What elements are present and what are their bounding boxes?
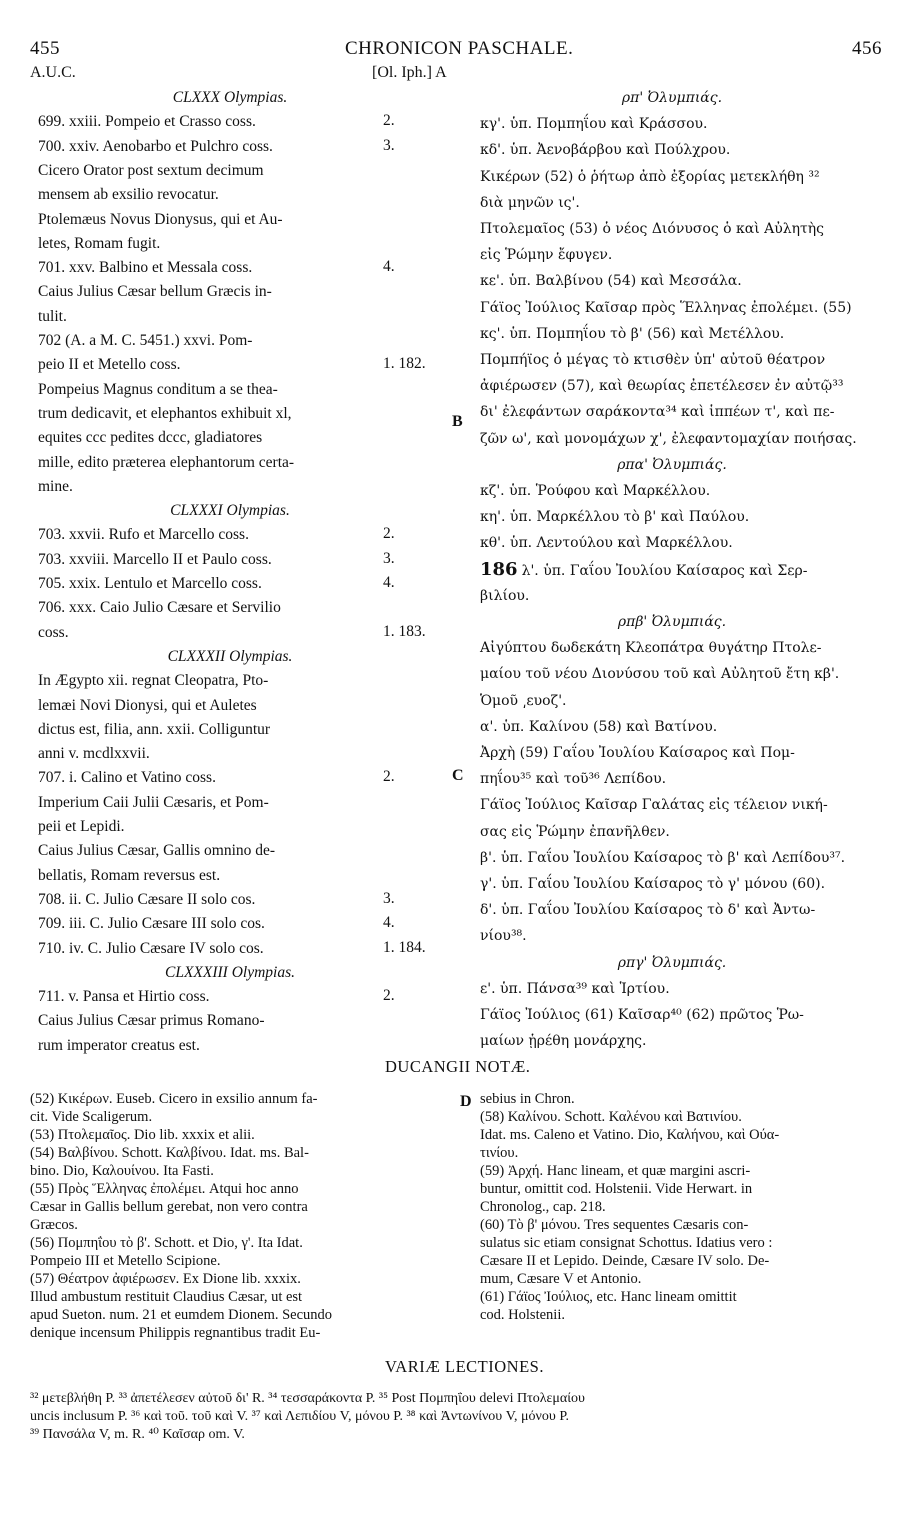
text-line (38, 1011, 264, 1031)
note-line: Chronolog., cap. 218. (480, 1199, 606, 1215)
margin-letter-b: B (452, 413, 463, 430)
line-text: 701. xxv. Balbino et Messala coss. (38, 259, 253, 277)
line-text: lemæi Novi Dionysi, qui et Auletes (38, 696, 257, 714)
line-text: Κικέρων (52) ὁ ῥήτωρ ἀπὸ ἐξορίας μετεκλήθη ³² (480, 168, 820, 185)
olympiad-year-number: 4. (383, 258, 395, 276)
line-text: trum dedicavit, et elephantos exhibuit xl, (38, 404, 292, 422)
line-text: ζῶν ω', καὶ μονομάχων χ', ἐλεφαντομαχίαν ποιήσας. (480, 430, 857, 447)
note-line: (60) Τὸ β' μόνου. Tres sequentes Cæsaris con- (480, 1217, 749, 1233)
note-line: τινίου. (480, 1145, 519, 1161)
text-line (38, 161, 264, 181)
line-text: σας εἰς Ῥώμην ἐπανῆλθεν. (480, 823, 670, 840)
note-line: sulatus sic etiam consignat Schottus. Idatius vero : (480, 1235, 773, 1251)
line-text: Ὁμοῦ ͵ευοζ'. (480, 692, 567, 709)
note-line: (59) Ἀρχή. Hanc lineam, et quæ margini ascri- (480, 1163, 751, 1179)
olympiad-year-number: 4. (383, 574, 395, 591)
text-line (38, 282, 272, 302)
line-text: Caius Julius Cæsar, Gallis omnino de- (38, 842, 276, 860)
line-text: Πτολεμαῖος (53) ὁ νέος Διόνυσος ὁ καὶ Αὐλητὴς (480, 221, 825, 237)
note-line: apud Sueton. num. 21 et eumdem Dionem. Secundo (30, 1307, 333, 1323)
line-text: ρπ' Ὀλυμπιάς. (621, 90, 723, 106)
line-text: Πομπήϊος ὁ μέγας τὸ κτισθὲν ὑπ' αὐτοῦ θέατρον (480, 352, 826, 368)
line-text: 702 (A. a M. C. 5451.) xxvi. Pom- (38, 332, 253, 349)
note-line: bino. Dio, Καλουίνου. Ita Fasti. (30, 1163, 214, 1179)
line-text: 710. iv. C. Julio Cæsare IV solo cos. (38, 939, 264, 957)
running-title: CHRONICON PASCHALE. (345, 38, 574, 59)
text-line (38, 404, 292, 424)
line-text: 707. i. Calino et Vatino coss. (38, 769, 216, 787)
line-text: μαίου τοῦ νέου Διονύσου τοῦ καὶ Αὐλητοῦ ἔτη κβ'. (480, 666, 840, 683)
line-text: ρπγ' Ὀλυμπιάς. (617, 954, 727, 971)
line-text: λ'. ὑπ. Γαΐου Ἰουλίου Καίσαρος καὶ Σερ- (521, 562, 808, 579)
text-line (38, 453, 294, 473)
text-line (480, 507, 749, 527)
line-text: 703. xxviii. Marcello II et Paulo coss. (38, 550, 272, 568)
line-text: Ptolemæus Novus Dionysus, qui et Au- (38, 210, 283, 228)
olympiad-year-number: 1. 184. (383, 938, 426, 956)
line-text: Caius Julius Cæsar bellum Græcis in- (38, 283, 272, 301)
text-line (38, 744, 150, 764)
text-line (480, 114, 707, 134)
line-text: 708. ii. C. Julio Cæsare II solo cos. (38, 890, 256, 908)
line-text: CLXXXII Olympias. (167, 647, 293, 665)
line-text: εἰς Ῥώμην ἔφυγεν. (480, 247, 613, 264)
olympiad-year-number: 2. (383, 112, 395, 130)
note-line: (53) Πτολεμαῖος. Dio lib. xxxix et alii. (30, 1127, 255, 1143)
text-line (480, 743, 795, 763)
olympiad-year-number: 3. (383, 889, 395, 907)
olympiad-heading (618, 612, 726, 632)
line-text: 711. v. Pansa et Hirtio coss. (38, 988, 210, 1006)
text-line (480, 874, 825, 894)
text-line (38, 307, 67, 327)
text-line (480, 324, 784, 344)
variant-line: ³² μετεβλήθη P. ³³ ἀπετέλεσεν αὐτοῦ δι' R. ³⁴ τεσσαράκοντα P. ³⁵ Post Πομπηΐου delevi Πτολεμαίου (30, 1391, 585, 1406)
line-text: letes, Romam fugit. (38, 234, 161, 252)
olympiad-year-number: 2. (383, 768, 395, 786)
text-line (480, 979, 670, 999)
text-line (480, 481, 710, 501)
line-text: βιλίου. (480, 587, 530, 604)
text-line (480, 926, 527, 946)
note-line: denique incensum Philippis regnantibus tradit Eu- (30, 1325, 321, 1341)
text-line (480, 429, 857, 449)
text-line (38, 817, 125, 837)
text-line (38, 477, 73, 497)
note-line: cit. Vide Scaligerum. (30, 1109, 153, 1125)
text-line (480, 664, 839, 684)
text-line (480, 1005, 804, 1025)
olympiad-heading (173, 88, 288, 108)
text-line (480, 822, 670, 842)
note-line: (54) Βαλβίνου. Schott. Καλβίνου. Idat. ms. Bal- (30, 1145, 309, 1161)
text-line (480, 900, 815, 920)
text-line (38, 987, 209, 1007)
text-line (480, 376, 843, 396)
text-line (38, 696, 257, 716)
note-line: Idat. ms. Caleno et Vatino. Dio, Καλήνου, καὶ Ούα- (480, 1127, 780, 1143)
line-text: mine. (38, 477, 73, 495)
text-line (480, 560, 807, 581)
text-line (38, 866, 220, 886)
text-line (38, 939, 264, 959)
line-text: Imperium Caii Julii Cæsaris, et Pom- (38, 793, 269, 811)
line-text: κζ'. ὑπ. Ῥούφου καὶ Μαρκέλλου. (480, 483, 711, 499)
note-line: Cæsar in Gallis bellum gerebat, non vero contra (30, 1199, 308, 1215)
olympiad-year-number: 1. 183. (383, 622, 426, 640)
olympiad-year-number: 3. (383, 136, 395, 154)
line-text: peii et Lepidi. (38, 818, 125, 835)
olympiad-heading (617, 455, 727, 475)
text-line (480, 1031, 646, 1051)
line-text: α'. ὑπ. Καλίνου (58) καὶ Βατίνου. (480, 718, 718, 735)
text-line (38, 768, 216, 788)
line-text: rum imperator creatus est. (38, 1036, 200, 1054)
line-text: Γάϊος Ἰούλιος Καῖσαρ Γαλάτας εἰς τέλειον νική- (480, 797, 828, 814)
text-line (38, 1036, 200, 1056)
margin-letter-d: D (460, 1093, 472, 1110)
line-text: Ἀρχὴ (59) Γαΐου Ἰουλίου Καίσαρος καὶ Πομ- (480, 745, 795, 761)
line-text: anni v. mcdlxxvii. (38, 745, 150, 763)
olympiad-year-number: 3. (383, 549, 395, 567)
text-line (38, 623, 69, 643)
text-line (480, 298, 852, 318)
line-text: δι' ἐλεφάντων σαράκοντα³⁴ καὶ ἱππέων τ', καὶ πε- (480, 404, 835, 421)
text-line (38, 841, 275, 861)
line-text: κδ'. ὑπ. Ἀενοβάρβου καὶ Πούλχρου. (480, 142, 731, 159)
line-text: 705. xxix. Lentulo et Marcello coss. (38, 575, 262, 592)
note-line: Græcos. (30, 1217, 78, 1233)
note-line: Illud ambustum restituit Claudius Cæsar, ut est (30, 1289, 303, 1305)
line-text: Γάϊος Ἰούλιος Καῖσαρ πρὸς Ἕλληνας ἐπολέμει. (55) (480, 299, 852, 316)
variae-title: VARIÆ LECTIONES. (385, 1357, 544, 1376)
text-line (480, 769, 666, 789)
olympiad-heading (168, 647, 293, 667)
text-line (38, 380, 278, 400)
text-line (38, 890, 255, 910)
note-line: (57) Θέατρον ἀφιέρωσεν. Ex Dione lib. xxxix. (30, 1271, 301, 1287)
olympiad-label: [Ol. Iph.] A (372, 64, 447, 81)
note-line: (52) Κικέρων. Euseb. Cicero in exsilio annum fa- (30, 1091, 318, 1107)
line-text: CLXXXIII Olympias. (164, 963, 296, 981)
text-line (480, 350, 825, 370)
text-line (480, 848, 845, 868)
text-line (38, 137, 273, 157)
text-line (480, 533, 733, 553)
note-line: Pompeio III et Metello Scipione. (30, 1253, 221, 1269)
page-number-right: 456 (852, 38, 882, 59)
line-text: coss. (38, 623, 69, 641)
note-line: (55) Πρὸς Ἕλληνας ἐπολέμει. Atqui hoc anno (30, 1181, 299, 1197)
line-text: dictus est, filia, ann. xxii. Colliguntur (38, 720, 271, 738)
line-text: peio II et Metello coss. (38, 356, 181, 374)
notes-title: DUCANGII NOTÆ. (385, 1057, 531, 1076)
line-text: tulit. (38, 307, 67, 325)
text-line (38, 185, 219, 205)
text-line (38, 355, 180, 375)
note-line: Cæsare II et Lepido. Deinde, Cæsare IV solo. De- (480, 1253, 770, 1269)
line-text: ρπβ' Ὀλυμπιάς. (617, 614, 727, 630)
note-line: (56) Πομπηΐου τὸ β'. Schott. et Dio, γ'. Ita Idat. (30, 1235, 303, 1251)
variant-line: uncis inclusum P. ³⁶ καὶ τοῦ. τοῦ καὶ V. ³⁷ καὶ Λεπιδίου V, μόνου P. ³⁸ καὶ Ἀντωνίνου V, μόνου P. (30, 1409, 570, 1424)
line-text: κγ'. ὑπ. Πομπηΐου καὶ Κράσσου. (480, 116, 708, 133)
line-text: κη'. ὑπ. Μαρκέλλου τὸ β' καὶ Παύλου. (480, 509, 750, 526)
text-line (480, 193, 580, 213)
text-line (38, 112, 256, 132)
note-line: sebius in Chron. (480, 1091, 575, 1107)
note-line: buntur, omittit cod. Holstenii. Vide Herwart. in (480, 1181, 753, 1197)
variant-line: ³⁹ Πανσάλα V, m. R. ⁴⁰ Καῖσαρ om. V. (30, 1427, 245, 1442)
line-text: 699. xxiii. Pompeio et Crasso coss. (38, 113, 256, 131)
line-text: mille, edito præterea elephantorum certa- (38, 453, 295, 471)
line-text: ε'. ὑπ. Πάνσα³⁹ καὶ Ἱρτίου. (480, 980, 670, 997)
line-text: Αἰγύπτου δωδεκάτη Κλεοπάτρα θυγάτηρ Πτολε- (480, 640, 822, 657)
line-text: γ'. ὑπ. Γαΐου Ἰουλίου Καίσαρος τὸ γ' μόνου (60). (480, 876, 826, 892)
text-line (480, 271, 742, 291)
margin-letter-c: C (452, 767, 464, 784)
text-line (480, 402, 835, 422)
text-line (38, 793, 269, 813)
note-line: (61) Γάϊος Ἰούλιος, etc. Hanc lineam omittit (480, 1289, 737, 1305)
line-text: ἀφιέρωσεν (57), καὶ θεωρίας ἐπετέλεσεν ἐν αὐτῷ³³ (480, 378, 844, 395)
text-line (480, 167, 820, 187)
auc-label: A.U.C. (30, 64, 76, 81)
line-text: πηΐου³⁵ καὶ τοῦ³⁶ Λεπίδου. (480, 771, 667, 788)
line-text: δ'. ὑπ. Γαΐου Ἰουλίου Καίσαρος τὸ δ' καὶ Ἀντω- (480, 902, 816, 919)
line-text: β'. ὑπ. Γαΐου Ἰουλίου Καίσαρος τὸ β' καὶ Λεπίδου³⁷. (480, 849, 846, 866)
olympiad-year-number: 2. (383, 987, 395, 1005)
line-text: bellatis, Romam reversus est. (38, 866, 221, 884)
line-text: 706. xxx. Caio Julio Cæsare et Servilio (38, 599, 281, 617)
line-text: κθ'. ὑπ. Λεντούλου καὶ Μαρκέλλου. (480, 535, 733, 552)
text-line (480, 717, 717, 737)
text-line (38, 331, 252, 351)
olympiad-year-number: 4. (383, 914, 395, 932)
line-text: Caius Julius Cæsar primus Romano- (38, 1012, 265, 1030)
line-text: νίου³⁸. (480, 928, 527, 945)
note-line: cod. Holstenii. (480, 1307, 565, 1323)
line-text: CLXXX Olympias. (172, 89, 288, 106)
text-line (38, 671, 268, 691)
line-text: Pompeius Magnus conditum a se thea- (38, 380, 278, 398)
text-line (38, 258, 252, 278)
line-text: 700. xxiv. Aenobarbo et Pulchro coss. (38, 137, 273, 155)
line-text: κε'. ὑπ. Βαλβίνου (54) καὶ Μεσσάλα. (480, 273, 742, 290)
text-line (38, 210, 283, 230)
line-text: mensem ab exsilio revocatur. (38, 186, 219, 204)
line-text: ρπα' Ὀλυμπιάς. (617, 456, 727, 473)
olympiad-heading (618, 953, 727, 973)
note-line: mum, Cæsare V et Antonio. (480, 1271, 642, 1287)
text-line (38, 720, 270, 740)
line-text: κς'. ὑπ. Πομπηΐου τὸ β' (56) καὶ Μετέλλου. (480, 325, 785, 342)
olympiad-heading (622, 88, 722, 108)
text-line (480, 691, 567, 711)
text-line (38, 598, 281, 618)
olympiad-year-number: 2. (383, 525, 395, 543)
text-line (38, 428, 262, 448)
note-line: (58) Καλίνου. Schott. Καλένου καὶ Βατινίου. (480, 1109, 742, 1125)
text-line (480, 638, 822, 658)
line-text: equites ccc pedites dccc, gladiatores (38, 429, 263, 447)
line-text: CLXXXI Olympias. (170, 502, 290, 520)
text-line (38, 525, 249, 545)
text-line (480, 245, 612, 265)
text-line (38, 574, 262, 594)
text-line (480, 140, 730, 160)
column-number: 186 (480, 558, 518, 580)
olympiad-heading (170, 501, 290, 521)
line-text: 703. xxvii. Rufo et Marcello coss. (38, 526, 249, 544)
text-line (480, 795, 828, 815)
line-text: διὰ μηνῶν ις'. (480, 194, 580, 211)
line-text: Γάϊος Ἰούλιος (61) Καῖσαρ⁴⁰ (62) πρῶτος Ῥω- (480, 1007, 804, 1023)
text-line (38, 550, 272, 570)
line-text: 709. iii. C. Julio Cæsare III solo cos. (38, 915, 265, 933)
line-text: μαίων ᾑρέθη μονάρχης. (480, 1033, 647, 1050)
page-number-left: 455 (30, 38, 60, 59)
text-line (38, 234, 160, 254)
olympiad-heading (165, 963, 295, 983)
text-line (480, 586, 529, 606)
line-text: Cicero Orator post sextum decimum (38, 161, 264, 179)
line-text: In Ægypto xii. regnat Cleopatra, Pto- (38, 672, 269, 690)
text-line (38, 914, 265, 934)
olympiad-year-number: 1. 182. (383, 355, 426, 373)
text-line (480, 219, 824, 239)
